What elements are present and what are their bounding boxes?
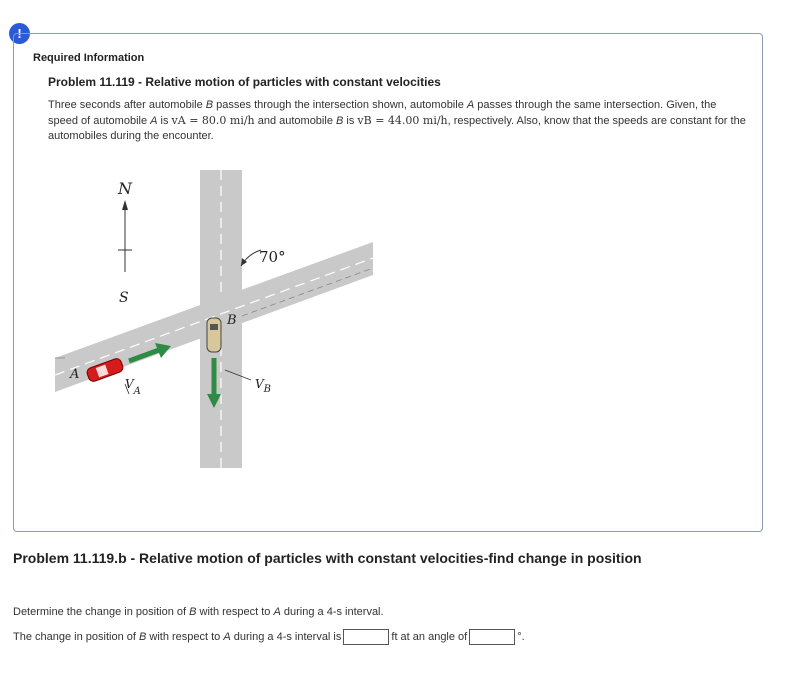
intersection-figure [55,170,375,470]
north-label: N [118,179,132,198]
alert-icon: ! [9,23,30,44]
part-b-instruction: Determine the change in position of B with respect to A during a 4-s interval. [13,606,384,618]
car-b-icon [207,318,221,352]
vb-value: vB = 44.00 mi/h [357,114,448,127]
vb-label: $V_B$ [255,377,272,395]
north-arrow-icon [122,200,128,210]
magnitude-input[interactable] [343,629,389,645]
required-information-label: Required Information [33,52,145,64]
va-value: vA = 80.0 mi/h [171,114,255,127]
angle-input[interactable] [469,629,515,645]
problem-description: Three seconds after automobile B passes through the intersection shown, automobile A passes through the same intersection. Given, the speed of automobile A is vA = 80.0 mi/h and automobile B is vB = 44.00 mi/h, respectively. Also, know that the speeds are constant for the automobiles during the encounter. [48,99,746,142]
car-a-label: A [70,367,80,382]
car-b-label: B [227,313,237,328]
problem-title: Problem 11.119 - Relative motion of particles with constant velocities [48,75,441,89]
car-b-window [210,324,218,330]
part-b-title: Problem 11.119.b - Relative motion of particles with constant velocities-find change in position [13,550,642,566]
south-label: S [119,290,129,306]
va-label: $V_A$ [125,377,141,397]
angle-label: 70° [259,248,286,266]
part-b-answer-row: The change in position of B with respect to A during a 4-s interval is ft at an angle of °. [13,629,525,645]
